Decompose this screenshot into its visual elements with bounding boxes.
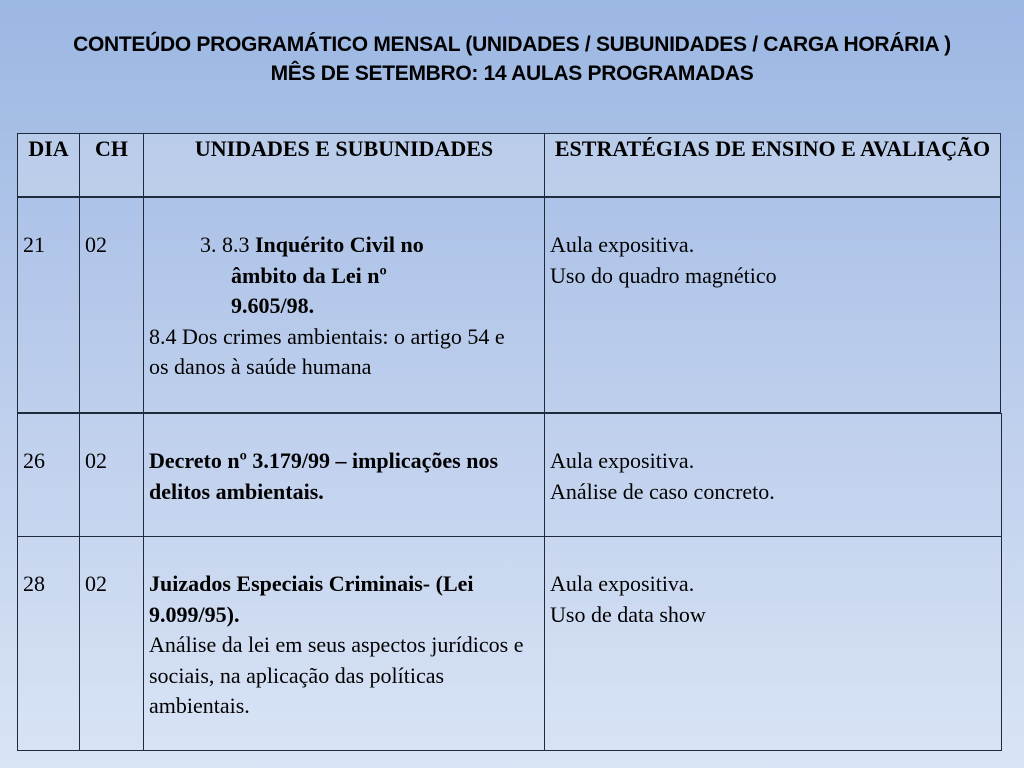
column-header-ch: CH bbox=[80, 134, 144, 198]
ch-value: 02 bbox=[85, 571, 107, 596]
cell-strategies bbox=[545, 197, 1001, 413]
item-title: Inquérito Civil no bbox=[255, 232, 424, 257]
units-content bbox=[144, 198, 544, 383]
cell-units bbox=[144, 414, 545, 537]
subunit-text: 8.4 Dos crimes ambientais: o artigo 54 e os danos à saúde humana bbox=[149, 323, 505, 379]
cell-strategies bbox=[545, 537, 1002, 751]
dia-value: 21 bbox=[23, 232, 45, 257]
table-row bbox=[18, 414, 1002, 537]
list-item-8-3 bbox=[149, 230, 540, 261]
cell-units bbox=[144, 537, 545, 751]
strategies-content bbox=[545, 537, 1001, 630]
item-number: 8.3 bbox=[222, 232, 250, 257]
table-header-row bbox=[18, 134, 1001, 198]
program-table-part-1 bbox=[17, 133, 1001, 413]
column-header-dia: DIA bbox=[18, 134, 80, 198]
column-header-units: UNIDADES E SUBUNIDADES bbox=[144, 134, 545, 198]
units-plain-text: Análise da lei em seus aspectos jurídicos e sociais, na aplicação das políticas ambientais. bbox=[149, 632, 524, 718]
strategies-content bbox=[545, 414, 1001, 507]
units-content bbox=[144, 537, 544, 722]
cell-units bbox=[144, 197, 545, 413]
list-number: 3. bbox=[200, 232, 217, 257]
cell-dia bbox=[18, 537, 80, 751]
program-table-part-2 bbox=[17, 413, 1002, 751]
title-line-2: MÊS DE SETEMBRO: 14 AULAS PROGRAMADAS bbox=[270, 62, 754, 85]
strategies-content bbox=[545, 198, 1000, 291]
title-line-1: CONTEÚDO PROGRAMÁTICO MENSAL (UNIDADES / SUBUNIDADES / CARGA HORÁRIA ) bbox=[73, 33, 951, 56]
cell-ch bbox=[80, 537, 144, 751]
dia-value: 26 bbox=[23, 448, 45, 473]
cell-ch bbox=[80, 197, 144, 413]
cell-dia bbox=[18, 197, 80, 413]
table-row bbox=[18, 537, 1002, 751]
strategy-item: Análise de caso concreto. bbox=[550, 478, 775, 504]
strategy-item: Aula expositiva. bbox=[550, 448, 695, 473]
strategy-item: Aula expositiva. bbox=[550, 571, 695, 596]
cell-strategies bbox=[545, 414, 1002, 537]
cell-dia bbox=[18, 414, 80, 537]
cell-ch bbox=[80, 414, 144, 537]
strategy-item: Aula expositiva. bbox=[550, 232, 695, 257]
units-content: Decreto nº 3.179/99 – implicações nos delitos ambientais. bbox=[149, 448, 499, 504]
page-title bbox=[0, 30, 1024, 88]
dia-value: 28 bbox=[23, 571, 45, 596]
ch-value: 02 bbox=[85, 448, 107, 473]
table-row bbox=[18, 197, 1001, 413]
item-title-cont-2: 9.605/98. bbox=[231, 293, 315, 318]
strategy-item: Uso do quadro magnético bbox=[550, 262, 777, 288]
column-header-strategies: ESTRATÉGIAS DE ENSINO E AVALIAÇÃO bbox=[545, 134, 1001, 198]
strategy-item: Uso de data show bbox=[550, 601, 706, 627]
units-bold-text: Juizados Especiais Criminais- (Lei 9.099/95). bbox=[149, 571, 474, 627]
item-title-cont-1: âmbito da Lei nº bbox=[231, 262, 387, 288]
ch-value: 02 bbox=[85, 232, 107, 257]
